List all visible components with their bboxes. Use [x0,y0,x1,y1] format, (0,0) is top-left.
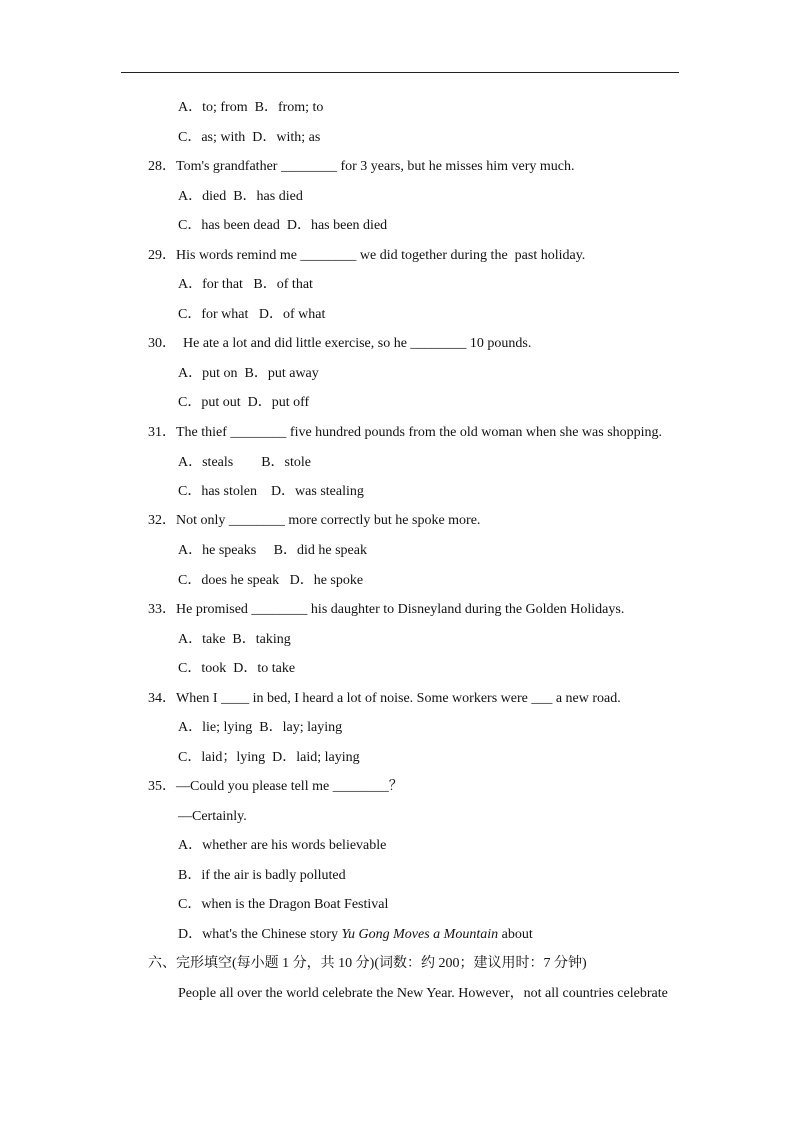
q35-option-d-suffix: about [498,927,533,942]
q30-stem: 30． He ate a lot and did little exercise, so he ________ 10 pounds. [148,336,532,351]
q35-option-d-title: Yu Gong Moves a Mountain [341,927,499,942]
q32-stem: 32．Not only ________ more correctly but he spoke more. [148,513,481,528]
q35-stem: 35．—Could you please tell me ________？ [148,779,403,794]
q35-option-c: C．when is the Dragon Boat Festival [178,897,389,912]
q32-options-cd: C．does he speak D．he spoke [178,573,364,588]
q33-options-cd: C．took D．to take [178,661,296,676]
q33-stem: 33．He promised ________ his daughter to Disneyland during the Golden Holidays. [148,602,625,617]
q32-options-ab: A．he speaks B．did he speak [178,543,367,558]
q29-options-cd: C．for what D．of what [178,307,326,322]
q35-response: —Certainly. [178,809,247,824]
q35-option-a: A．whether are his words believable [178,838,387,853]
q27-options-cd: C．as; with D．with; as [178,130,321,145]
q31-options-ab: A．steals B．stole [178,455,311,470]
q27-options-ab: A．to; from B．from; to [178,100,324,115]
q28-stem: 28．Tom's grandfather ________ for 3 years, but he misses him very much. [148,159,575,174]
header-rule [121,72,679,73]
q35-option-b: B．if the air is badly polluted [178,868,346,883]
q31-stem: 31．The thief ________ five hundred pounds from the old woman when she was shopping. [148,425,663,440]
q34-options-ab: A．lie; lying B．lay; laying [178,720,343,735]
q28-options-ab: A．died B．has died [178,189,303,204]
q29-stem: 29．His words remind me ________ we did together during the past holiday. [148,248,586,263]
q28-options-cd: C．has been dead D．has been died [178,218,388,233]
section-heading: 六、完形填空(每小题 1 分，共 10 分)(词数：约 200；建议用时：7 分钟) [148,956,587,971]
q33-options-ab: A．take B．taking [178,632,291,647]
q34-options-cd: C．laid；lying D．laid; laying [178,750,360,765]
q30-options-ab: A．put on B．put away [178,366,319,381]
q30-options-cd: C．put out D．put off [178,395,310,410]
q35-option-d-prefix: D．what's the Chinese story [178,927,342,942]
q29-options-ab: A．for that B．of that [178,277,313,292]
q34-stem: 34．When I ____ in bed, I heard a lot of noise. Some workers were ___ a new road. [148,691,621,706]
q31-options-cd: C．has stolen D．was stealing [178,484,364,499]
q35-option-d [178,926,533,944]
passage-first-line: People all over the world celebrate the New Year. However，not all countries celebrate [178,986,668,1001]
